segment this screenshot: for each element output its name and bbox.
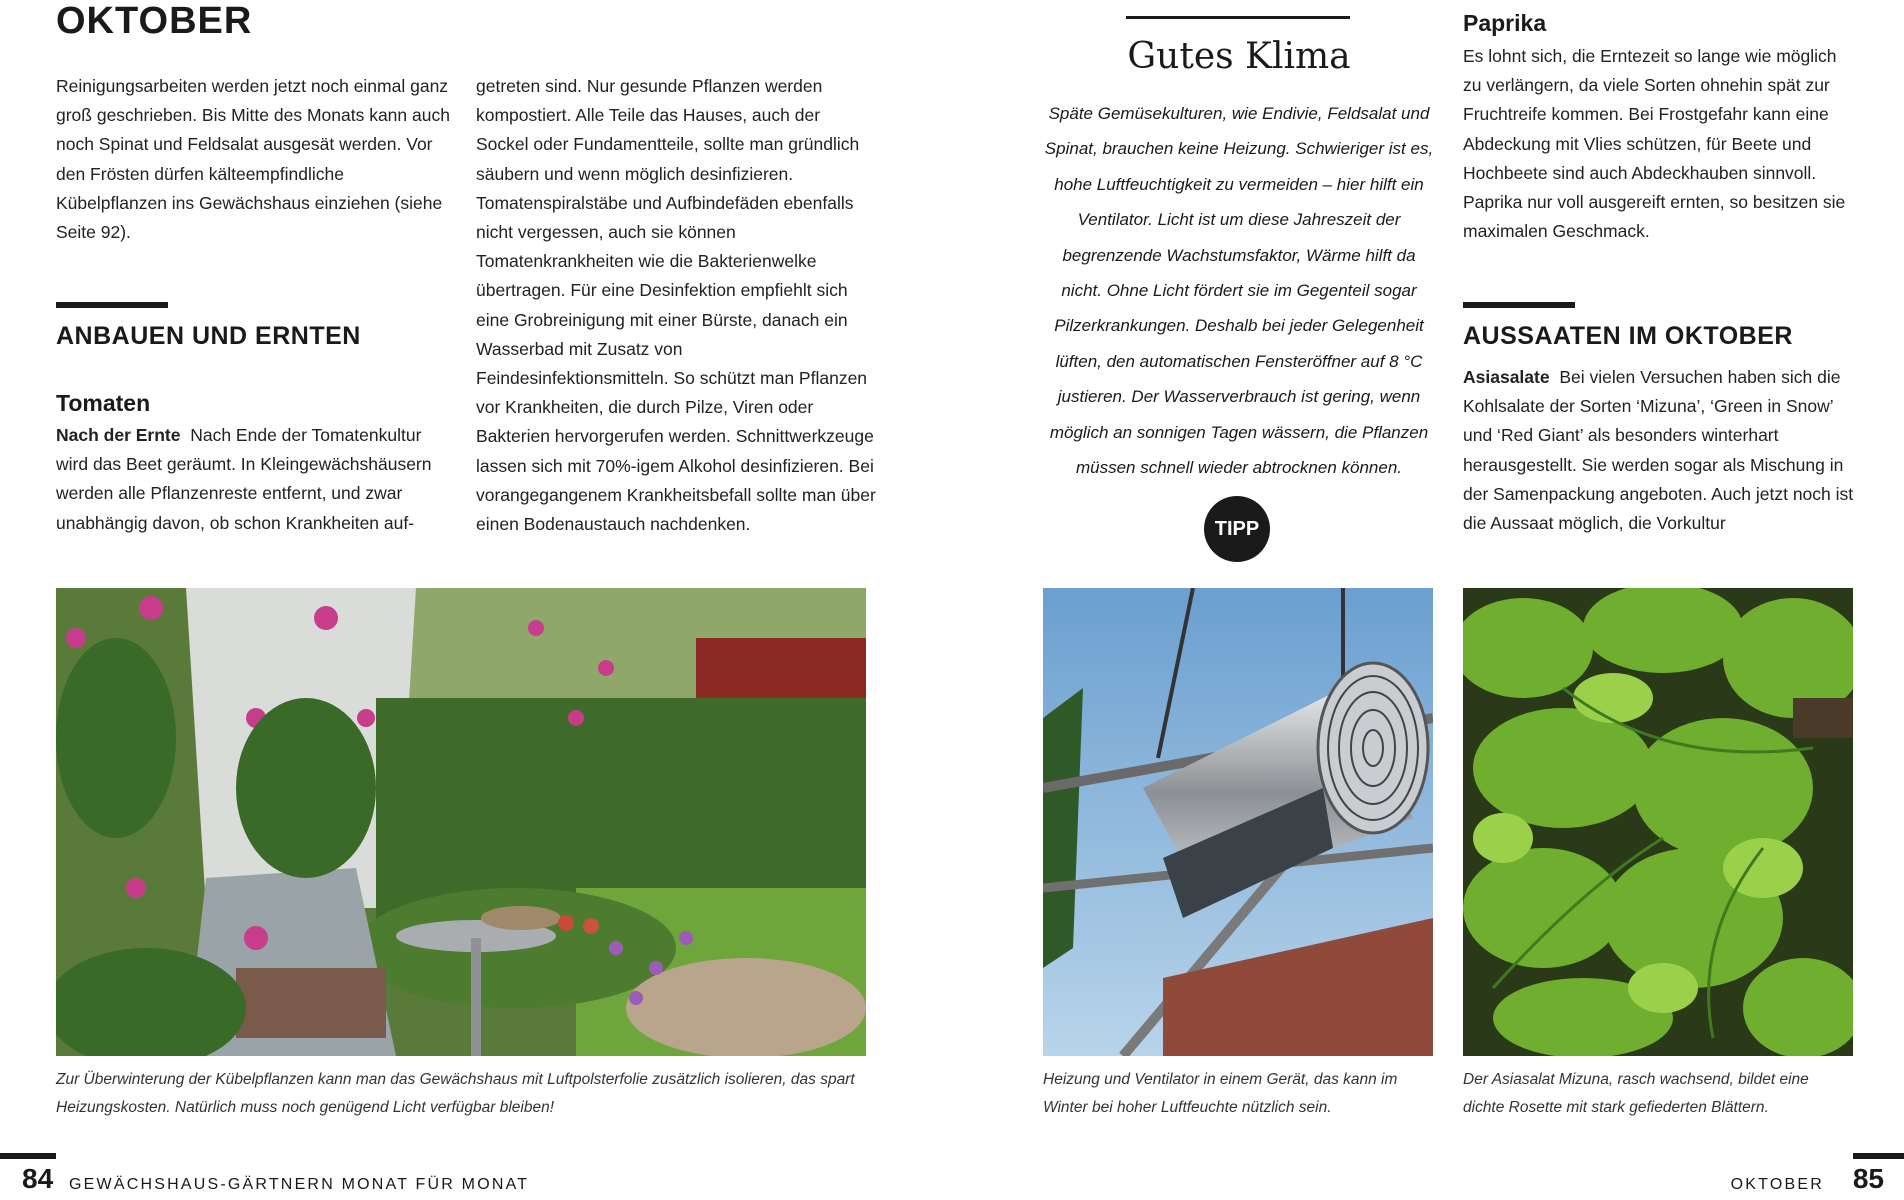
section-heading-anbauen: ANBAUEN UND ERNTEN [56,322,361,350]
mizuna-photo-illustration [1463,588,1853,1056]
footer-bar-left [0,1153,56,1159]
section-divider-right [1463,302,1575,308]
intro-text: Reinigungsarbeiten werden jetzt noch einmal ganz groß geschrieben. Bis Mitte des Monats kann auch noch Spinat und Feldsalat ausgesät werden. Vor den Frösten dürfen kälteempfindliche Kübelpflanzen ins Gewächshaus einziehen (siehe Seite 92). [56,76,450,243]
garden-photo-illustration [56,588,866,1056]
tip-top-rule [1126,16,1350,19]
garden-photo [56,588,866,1056]
sub-heading-paprika: Paprika [1463,10,1547,36]
footer-label-left: GEWÄCHSHAUS-GÄRTNERN MONAT FÜR MONAT [69,1176,530,1193]
month-heading: OKTOBER [56,0,253,42]
column-two-text: getreten sind. Nur gesunde Pflanzen werden kompostiert. Alle Teile das Hauses, auch der Sockel oder Fundamentteile, sollte man gründlich säubern und wenn möglich desinfizieren. Tomatenspiralstäbe und Aufbindefäden ebenfalls nicht vergessen, auch sie können Tomatenkrankheiten wie die Bakterienwelke übertragen. Für eine Desinfektion empfiehlt sich eine Grobreinigung mit einer Bürste, danach ein Wasserbad mit Zusatz von Feindesinfektionsmitteln. So schützt man Pflanzen vor Krankheiten, die durch Pilze, Viren oder Bakterien hervorgerufen werden. Schnittwerkzeuge lassen sich mit 70%-igem Alkohol desinfizieren. Bei vorangegangenem Krankheitsbefall sollte man über einen Bodenaustauch nachdenken. [476,76,876,535]
paprika-column [1463,42,1859,246]
page-number-left: 84 [22,1163,54,1194]
tomaten-lead: Nach der Ernte [56,425,181,445]
page-number-right: 85 [1852,1163,1884,1194]
asia-text: Bei vielen Versuchen haben sich die Kohlsalate der Sorten ‘Mizuna’, ‘Green in Snow’ und ‘Red Giant’ als besonders winterhart herausgestellt. Sie werden sogar als Mischung in der Samenpackung angeboten. Auch jetzt noch ist die Aussaat möglich, die Vorkultur [1463,367,1854,534]
tip-title: Gutes Klima [1127,36,1351,77]
asia-lead: Asiasalate [1463,367,1550,387]
section-heading-aussaaten: AUSSAATEN IM OKTOBER [1463,322,1793,350]
asiasalate-column [1463,363,1859,538]
mizuna-photo [1463,588,1853,1056]
sub-heading-tomaten: Tomaten [56,390,151,416]
tomaten-column [56,421,452,538]
section-divider-left [56,302,168,308]
heater-photo-caption: Heizung und Ventilator in einem Gerät, das kann im Winter bei hoher Luftfeuchte nützlich sein. [1043,1071,1398,1116]
footer-label-right: OKTOBER [1730,1176,1824,1193]
intro-column [56,72,452,247]
heater-photo [1043,588,1433,1056]
tipp-badge: TIPP [1204,496,1270,562]
garden-photo-caption: Zur Überwinterung der Kübelpflanzen kann man das Gewächshaus mit Luftpolsterfolie zusätzlich isolieren, das spart Heizungskosten. Natürlich muss noch genügend Licht verfügbar bleiben! [56,1071,855,1116]
footer-bar-right [1853,1153,1904,1159]
mizuna-photo-caption: Der Asiasalat Mizuna, rasch wachsend, bildet eine dichte Rosette mit stark gefiederten Blättern. [1463,1071,1809,1116]
tomaten-text: Nach Ende der Tomatenkultur wird das Beet geräumt. In Kleingewächshäusern werden alle Pflanzenreste entfernt, und zwar unabhängig davon, ob schon Krankheiten auf- [56,425,432,533]
tip-text: Späte Gemüsekulturen, wie Endivie, Feldsalat und Spinat, brauchen keine Heizung. Schwieriger ist es, hohe Luftfeuchtigkeit zu vermeiden – hier hilft ein Ventilator. Licht ist um diese Jahreszeit der begrenzende Wachstumsfaktor, Wärme hilft da nicht. Ohne Licht fördert sie im Gegenteil sogar Pilzerkrankungen. Deshalb bei jeder Gelegenheit lüften, den automatischen Fensteröffner auf 8 °C justieren. Der Wasserverbrauch ist gering, wenn möglich an sonnigen Tagen wässern, die Pflanzen müssen schnell wieder abtrocknen können. [1044,104,1434,478]
column-two [476,72,876,539]
heater-photo-illustration [1043,588,1433,1056]
paprika-text: Es lohnt sich, die Erntezeit so lange wie möglich zu verlängern, da viele Sorten ohnehin spät zur Fruchtreife kommen. Bei Frostgefahr kann eine Abdeckung mit Vlies schützen, für Beete und Hochbeete sind auch Abdeckhauben sinnvoll. Paprika nur voll ausgereift ernten, so besitzen sie maximalen Geschmack. [1463,46,1846,242]
